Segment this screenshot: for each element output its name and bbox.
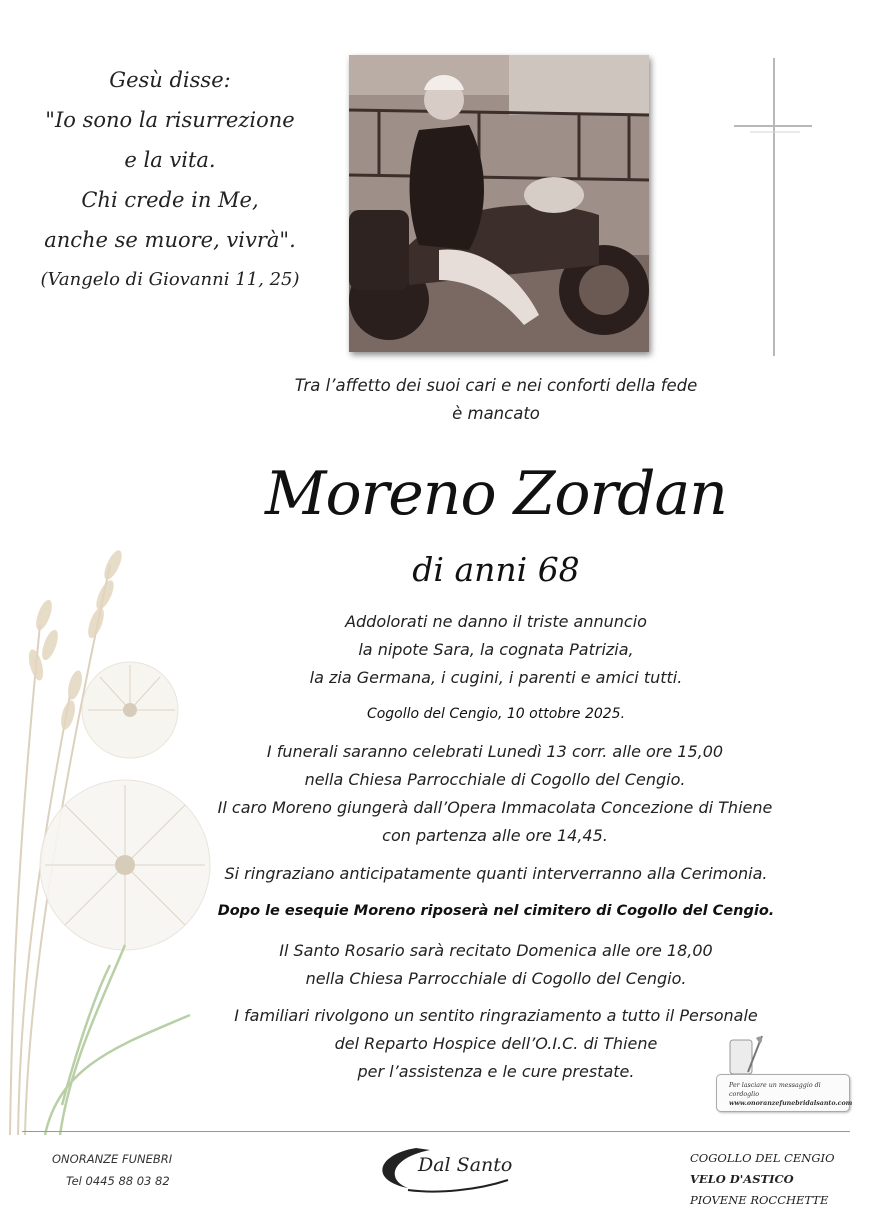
funeral-line: nella Chiesa Parrocchiale di Cogollo del Cengio. [304,770,686,789]
funeral-line: Il caro Moreno giungerà dall’Opera Immacolata Concezione di Thiene [217,798,773,817]
rosary-line: nella Chiesa Parrocchiale di Cogollo del Cengio. [305,969,687,988]
badge-url[interactable]: www.onoranzefunebridalsanto.com [729,1100,853,1107]
cross-icon [730,58,820,358]
footer-title: ONORANZE FUNEBRI [52,1152,173,1166]
rosary-block [200,937,792,993]
burial-note: Dopo le esequie Moreno riposerà nel cimitero di Cogollo del Cengio. [217,903,775,919]
badge-line: Per lasciare un messaggio di cordoglio [729,1082,821,1098]
family-thanks-line: I familiari rivolgono un sentito ringraziamento a tutto il Personale [234,1006,758,1025]
location: COGOLLO DEL CENGIO [690,1151,835,1165]
funeral-line: I funerali saranno celebrati Lunedì 13 corr. alle ore 15,00 [266,742,724,761]
family-thanks-line: del Reparto Hospice dell’O.I.C. di Thiene [334,1034,658,1053]
gospel-quote [40,60,300,300]
portrait-photo [349,55,649,352]
footer-phone: Tel 0445 88 03 82 [66,1174,170,1188]
announcement-block [200,608,792,692]
footer-company [52,1148,172,1192]
quote-line: anche se muore, vivrà". [44,228,296,252]
family-thanks-block [200,1002,792,1086]
condolence-message-link[interactable] [716,1074,853,1112]
quote-line: e la vita. [124,148,216,172]
funeral-block [195,738,795,850]
announcement-line: la zia Germana, i cugini, i parenti e amici tutti. [309,668,683,687]
location: PIOVENE ROCCHETTE [690,1193,829,1207]
footer-locations [690,1148,835,1211]
intro-text [200,372,792,428]
family-thanks-line: per l’assistenza e le cure prestate. [357,1062,635,1081]
funeral-line: con partenza alle ore 14,45. [382,826,608,845]
announcement-line: Addolorati ne danno il triste annuncio [345,612,647,631]
location: VELO D'ASTICO [690,1172,794,1186]
intro-line: Tra l’affetto dei suoi cari e nei conforti della fede [294,376,698,395]
rosary-line: Il Santo Rosario sarà recitato Domenica alle ore 18,00 [279,941,713,960]
place-date: Cogollo del Cengio, 10 ottobre 2025. [366,706,626,722]
quote-line: Gesù disse: [109,68,231,92]
ceremony-thanks: Si ringraziano anticipatamente quanti interverranno alla Cerimonia. [224,864,768,883]
announcement-line: la nipote Sara, la cognata Patrizia, [358,640,634,659]
quote-line: "Io sono la risurrezione [45,108,295,132]
quote-line: Chi crede in Me, [81,188,259,212]
footer-divider [22,1131,850,1132]
intro-line: è mancato [452,404,540,423]
quote-source: (Vangelo di Giovanni 11, 25) [40,269,300,290]
deceased-age: di anni 68 [412,550,580,589]
deceased-name: Moreno Zordan [265,459,727,529]
logo-text: Dal Santo [418,1154,513,1176]
